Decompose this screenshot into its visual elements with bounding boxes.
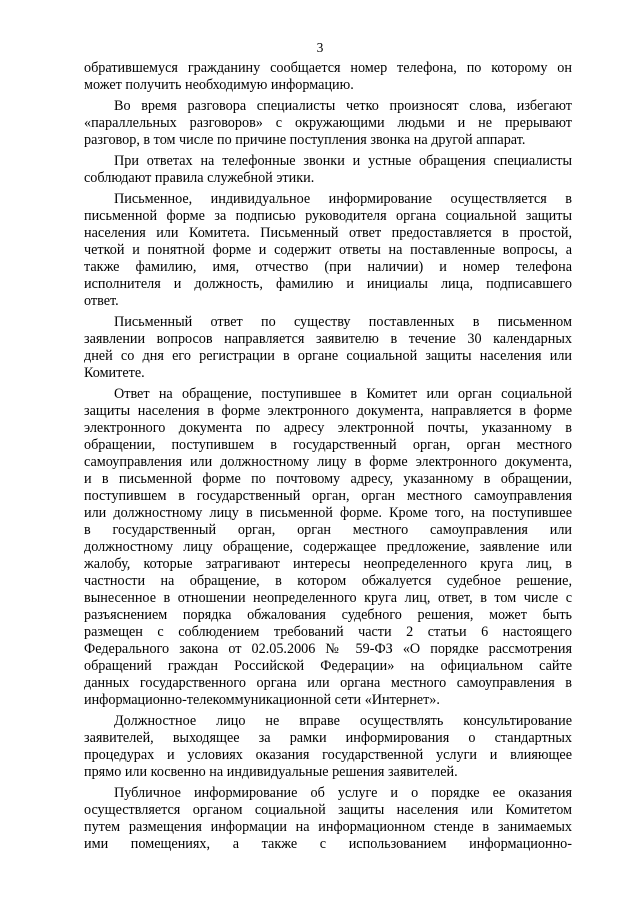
text-line: разъяснением порядка обжалования судебного решения, может быть — [84, 607, 572, 623]
text-line: Федерального закона от 02.05.2006 № 59-ФЗ «О порядке рассмотрения — [84, 641, 572, 657]
text-line: обращений граждан Российской Федерации» на официальном сайте — [84, 658, 572, 674]
text-line: исполнителя и должность, фамилию и инициалы лица, подписавшего — [84, 276, 572, 292]
paragraph — [84, 153, 572, 187]
text-line: может получить необходимую информацию. — [84, 77, 354, 93]
text-line: осуществляется органом социальной защиты населения или Комитетом — [84, 802, 572, 818]
text-line: ими помещениях, а также с использованием информационно- — [84, 836, 572, 852]
text-line: четкой и понятной форме и содержит ответы на поставленные вопросы, а — [84, 242, 572, 258]
text-line: Ответ на обращение, поступившее в Комитет или орган социальной — [114, 386, 572, 402]
text-line: письменной форме за подписью руководителя органа социальной защиты — [84, 208, 572, 224]
text-line: соблюдают правила служебной этики. — [84, 170, 315, 186]
text-line: «параллельных разговоров» с окружающими людьми и не прерывают — [84, 115, 572, 131]
document-body — [84, 60, 572, 857]
text-line: прямо или косвенно на индивидуальные решения заявителей. — [84, 764, 458, 780]
paragraph — [84, 60, 572, 94]
paragraph — [84, 191, 572, 310]
text-line: Во время разговора специалисты четко произносят слова, избегают — [114, 98, 572, 114]
text-line: заявителей, выходящее за рамки информирования о стандартных — [84, 730, 572, 746]
text-line: электронного документа по адресу электронной почты, указанному в — [84, 420, 572, 436]
text-line: Должностное лицо не вправе осуществлять консультирование — [114, 713, 572, 729]
text-line: вынесенное в отношении неопределенного круга лиц, ответ, в том числе с — [84, 590, 572, 606]
text-line: Письменный ответ по существу поставленных в письменном — [114, 314, 572, 330]
text-line: частности на обращение, в котором обжалуется судебное решение, — [84, 573, 572, 589]
paragraph — [84, 386, 572, 709]
text-line: информационно-телекоммуникационной сети «Интернет». — [84, 692, 440, 708]
text-line: самоуправления или должностному лицу в форме электронного документа, — [84, 454, 572, 470]
text-line: или должностному лицу в письменной форме. Кроме того, на поступившее — [84, 505, 572, 521]
text-line: дней со дня его регистрации в органе социальной защиты населения или — [84, 348, 572, 364]
text-line: поступившем в государственный орган, орган местного самоуправления — [84, 488, 572, 504]
paragraph — [84, 785, 572, 853]
text-line: заявлении вопросов направляется заявителю в течение 30 календарных — [84, 331, 572, 347]
paragraph — [84, 713, 572, 781]
paragraph — [84, 98, 572, 149]
text-line: населения или Комитета. Письменный ответ предоставляется в простой, — [84, 225, 572, 241]
text-line: Письменное, индивидуальное информирование осуществляется в — [114, 191, 572, 207]
text-line: должностному лицу обращение, содержащее предложение, заявление или — [84, 539, 572, 555]
text-line: Комитете. — [84, 365, 145, 381]
text-line: Публичное информирование об услуге и о порядке ее оказания — [114, 785, 572, 801]
text-line: в государственный орган, орган местного самоуправления или — [84, 522, 572, 538]
text-line: ответ. — [84, 293, 119, 309]
text-line: обратившемуся гражданину сообщается номер телефона, по которому он — [84, 60, 572, 76]
text-line: обращении, поступившем в государственный орган, орган местного — [84, 437, 572, 453]
text-line: также фамилию, имя, отчество (при наличии) и номер телефона — [84, 259, 572, 275]
text-line: процедурах и условиях оказания государственной услуги и влияющее — [84, 747, 572, 763]
text-line: При ответах на телефонные звонки и устные обращения специалисты — [114, 153, 572, 169]
page-number: 3 — [316, 40, 324, 55]
text-line: путем размещения информации на информационном стенде в занимаемых — [84, 819, 572, 835]
text-line: разговор, в том числе по причине поступления звонка на другой аппарат. — [84, 132, 526, 148]
text-line: жалобу, которые затрагивают интересы неопределенного круга лиц, в — [84, 556, 572, 572]
text-line: размещен с соблюдением требований части 2 статьи 6 настоящего — [84, 624, 572, 640]
text-line: защиты населения в форме электронного документа, направляется в форме — [84, 403, 572, 419]
text-line: и в письменной форме по почтовому адресу, указанному в обращении, — [84, 471, 572, 487]
paragraph — [84, 314, 572, 382]
text-line: данных государственного органа или органа местного самоуправления в — [84, 675, 572, 691]
